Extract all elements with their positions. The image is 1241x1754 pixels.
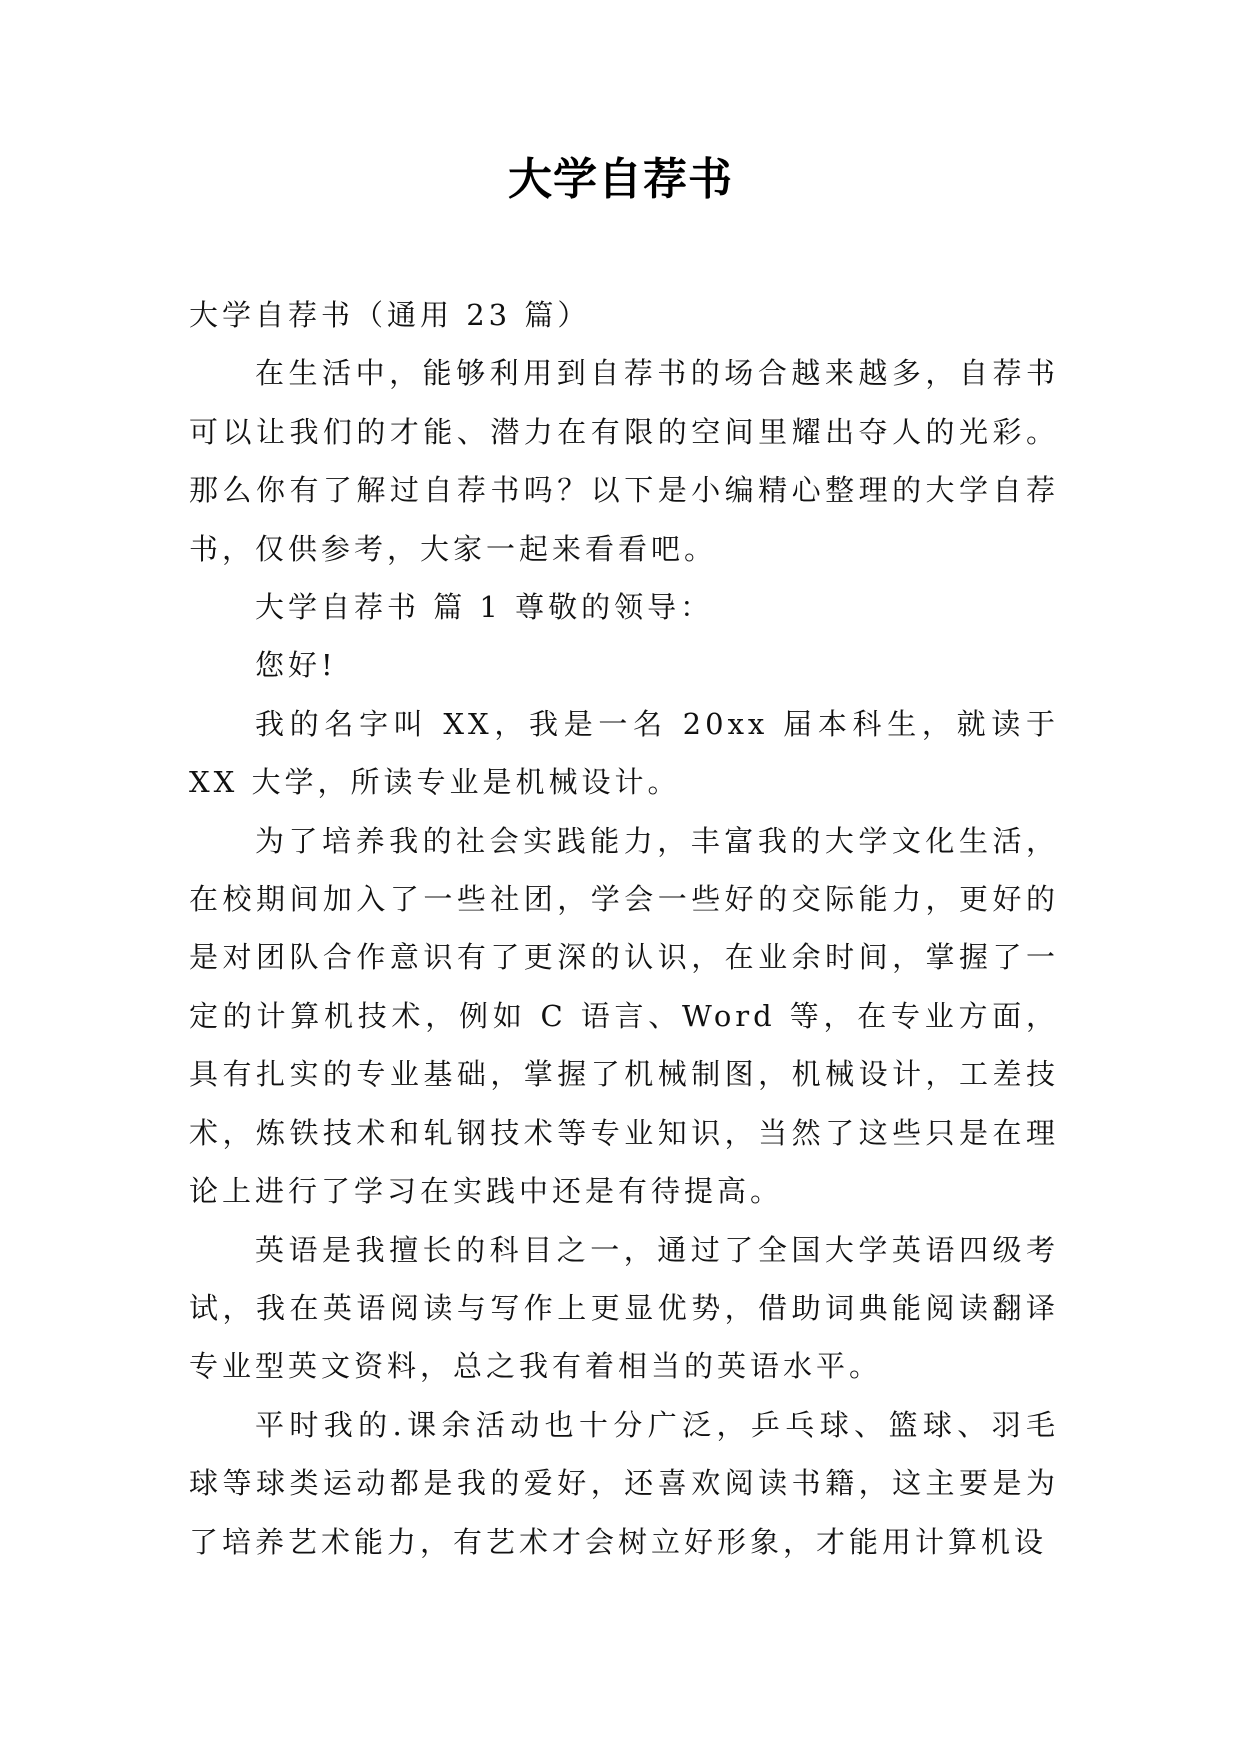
subtitle-paragraph: 大学自荐书（通用 23 篇）	[189, 298, 591, 332]
document-title: 大学自荐书	[508, 154, 733, 205]
document-body	[189, 286, 1059, 1571]
body-paragraph: 为了培养我的社会实践能力，丰富我的大学文化生活，在校期间加入了一些社团，学会一些好的交际能力，更好的是对团队合作意识有了更深的认识，在业余时间，掌握了一定的计算机技术，例如 C 语言、Word 等，在专业方面，具有扎实的专业基础，掌握了机械制图，机械设计，工差技术，炼铁技术和轧钢技术等专业知识，当然了这些只是在理论上进行了学习在实践中还是有待提高。	[189, 823, 1059, 1209]
body-paragraph: 英语是我擅长的科目之一，通过了全国大学英语四级考试，我在英语阅读与写作上更显优势，借助词典能阅读翻译专业型英文资料，总之我有着相当的英语水平。	[189, 1232, 1059, 1384]
section-heading-paragraph: 大学自荐书 篇 1 尊敬的领导：	[255, 590, 714, 625]
greeting-paragraph: 您好!	[255, 648, 337, 683]
intro-paragraph: 在生活中，能够利用到自荐书的场合越来越多，自荐书可以让我们的才能、潜力在有限的空间里耀出夺人的光彩。那么你有了解过自荐书吗？以下是小编精心整理的大学自荐书，仅供参考，大家一起来看看吧。	[189, 356, 1059, 566]
body-paragraph: 平时我的.课余活动也十分广泛，乒乓球、篮球、羽毛球等球类运动都是我的爱好，还喜欢阅读书籍，这主要是为了培养艺术能力，有艺术才会树立好形象，才能用计算机设	[189, 1407, 1059, 1559]
body-paragraph: 我的名字叫 XX，我是一名 20xx 届本科生，就读于 XX 大学，所读专业是机械设计。	[189, 706, 1059, 800]
